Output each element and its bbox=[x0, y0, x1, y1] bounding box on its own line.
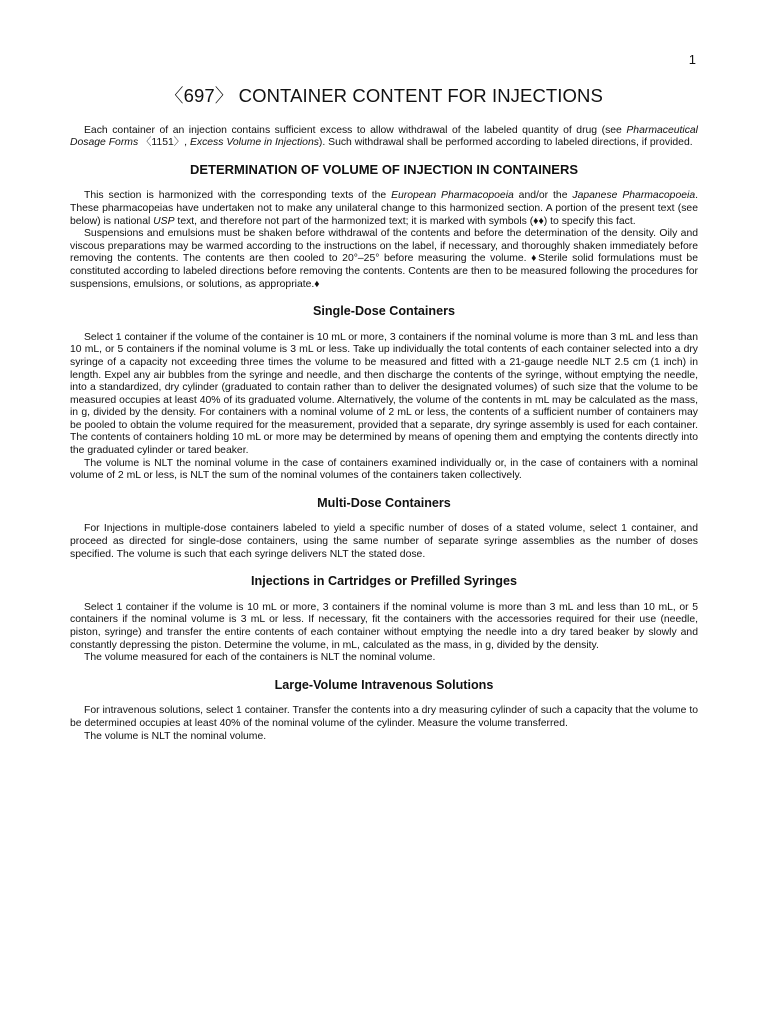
harm-italic-2: Japanese Pharmacopoeia bbox=[572, 190, 696, 202]
harmonization-paragraph bbox=[70, 190, 698, 228]
section-heading-multi-dose: Multi-Dose Containers bbox=[317, 495, 451, 510]
section-heading-large-volume: Large-Volume Intravenous Solutions bbox=[274, 677, 494, 692]
page-number: 1 bbox=[688, 52, 696, 67]
single-dose-paragraph-2: The volume is NLT the nominal volume in the case of containers examined individually or, in the case of containers with a nominal volume of 2 mL or less, is NLT the sum of the nominal volumes of the containers taken collectively. bbox=[70, 457, 698, 482]
harm-italic-1: European Pharmacopoeia bbox=[391, 190, 514, 202]
harm-text-1: This section is harmonized with the corresponding texts of the bbox=[84, 190, 392, 202]
intro-text-1: Each container of an injection contains sufficient excess to allow withdrawal of the labeled quantity of drug (see bbox=[84, 124, 627, 136]
intro-text-3: ). Such withdrawal shall be performed according to labeled directions, if provided. bbox=[318, 137, 693, 149]
harm-italic-3: USP bbox=[153, 215, 175, 227]
cartridges-paragraph-2: The volume measured for each of the containers is NLT the nominal volume. bbox=[84, 652, 436, 664]
single-dose-paragraph-1: Select 1 container if the volume of the container is 10 mL or more, 3 containers if the nominal volume is more than 3 mL and less than 10 mL, or 5 containers if the nominal volume is 3 mL or less. Take up individually the total contents of each container selected into a dry syringe of a capacity not exceeding three times the volume to be measured and fitted with a 21-gauge needle NLT 2.5 cm (1 inch) in length. Expel any air bubbles from the syringe and needle, and then discharge the contents of the syringe, without emptying the needle, into a standardized, dry cylinder (graduated to contain rather than to deliver the designated volumes) of such size that the volume to be measured occupies at least 40% of its graduated volume. Alternatively, the volume of the contents in mL may be calculated as the mass, in g, divided by the density. For containers with a nominal volume of 2 mL or less, the contents of a sufficient number of containers may be pooled to obtain the volume required for the measurement, provided that a separate, dry syringe assembly is used for each container. The contents of containers holding 10 mL or more may be determined by means of opening them and emptying the contents directly into the graduated cylinder or tared beaker. bbox=[70, 331, 698, 457]
intro-text-2: 〈1151〉, bbox=[138, 137, 190, 149]
section-heading-determination: DETERMINATION OF VOLUME OF INJECTION IN CONTAINERS bbox=[189, 161, 579, 177]
large-volume-paragraph-2: The volume is NLT the nominal volume. bbox=[84, 730, 267, 742]
intro-italic-2: Excess Volume in Injections bbox=[189, 137, 319, 149]
cartridges-paragraph-1: Select 1 container if the volume is 10 mL or more, 3 containers if the nominal volume is more than 3 mL and less than 10 mL, or 5 containers if the nominal volume is 3 mL or less. If necessary, fit the containers with the accessories required for their use (needle, piston, syringe) and transfer the entire contents of each container without emptying the needle into a dry tared beaker by slowly and constantly depressing the piston. Determine the volume, in mL, calculated as the mass, in g, divided by the density. bbox=[70, 601, 698, 651]
document-body bbox=[70, 85, 698, 743]
suspensions-paragraph: Suspensions and emulsions must be shaken before withdrawal of the contents and before the determination of the density. Oily and viscous preparations may be warmed according to the instructions on the label, if necessary, and thoroughly shaken immediately before removing the contents. The contents are then cooled to 20°–25° before measuring the volume. ♦Sterile solid formulations must be constituted according to labeled directions before removing the contents. Contents are then to be measured following the procedures for suspensions, emulsions, or solutions, as appropriate.♦ bbox=[70, 228, 698, 290]
harm-text-3: . These pharmacopeias have undertaken not to make any unilateral change to this harmonized section. A portion of the present text (see below) is national bbox=[70, 190, 698, 227]
multi-dose-paragraph: For Injections in multiple-dose containers labeled to yield a specific number of doses of a stated volume, select 1 container, and proceed as directed for single-dose containers, using the same number of separate syringe assemblies as the number of doses specified. The volume is such that each syringe delivers NLT the stated dose. bbox=[70, 523, 698, 560]
large-volume-paragraph-1: For intravenous solutions, select 1 container. Transfer the contents into a dry measuring cylinder of such a capacity that the volume to be determined occupies at least 40% of the nominal volume of the cylinder. Measure the volume transferred. bbox=[70, 705, 698, 729]
page-title: 〈697〉 CONTAINER CONTENT FOR INJECTIONS bbox=[165, 85, 603, 106]
section-heading-single-dose: Single-Dose Containers bbox=[312, 304, 456, 319]
intro-italic-1: Pharmaceutical Dosage Forms bbox=[70, 124, 698, 149]
harm-text-2: and/or the bbox=[513, 190, 573, 202]
harm-text-4: text, and therefore not part of the harmonized text; it is marked with symbols (♦♦) to specify this fact. bbox=[174, 215, 636, 227]
section-heading-cartridges: Injections in Cartridges or Prefilled Syringes bbox=[251, 574, 517, 589]
intro-paragraph bbox=[70, 125, 698, 150]
